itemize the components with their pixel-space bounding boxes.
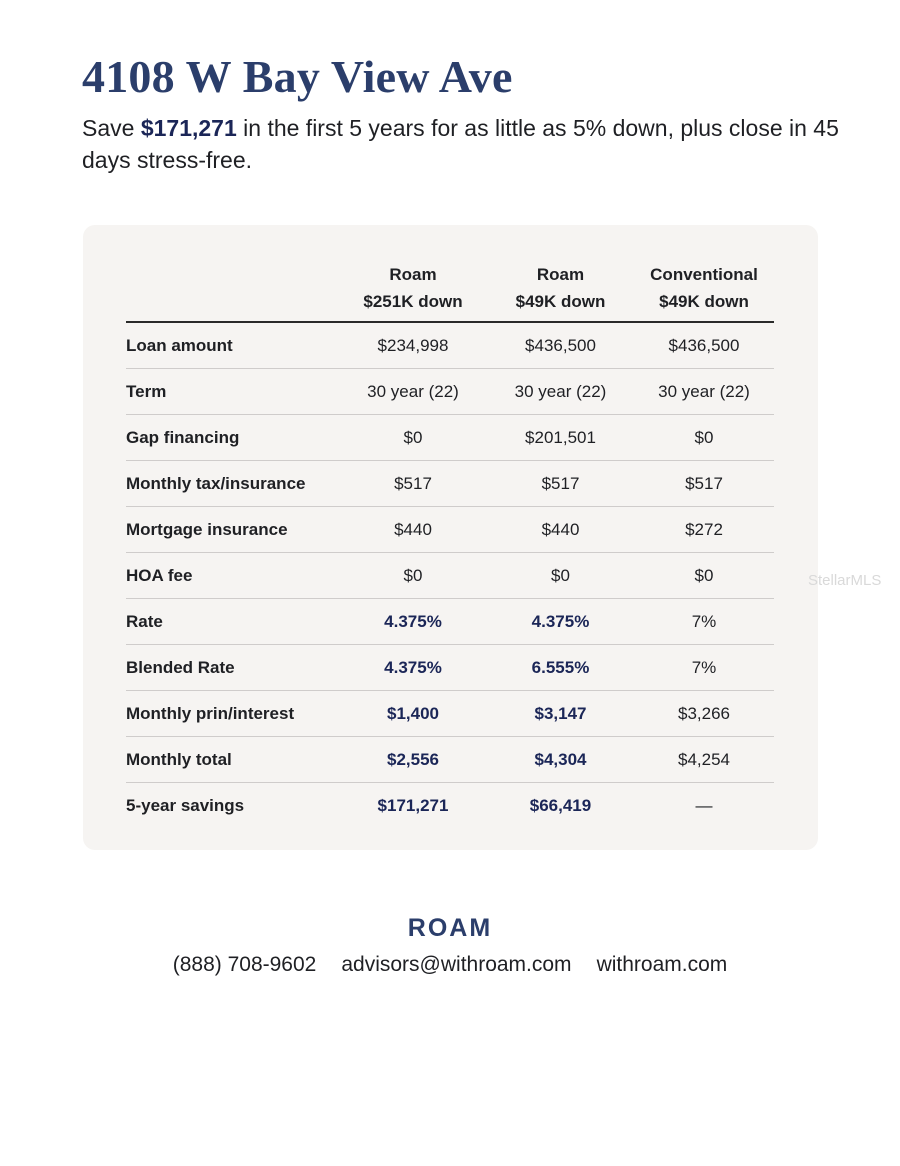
row-value: $2,556 (339, 737, 487, 783)
row-value: $517 (487, 461, 634, 507)
row-value: $436,500 (487, 322, 634, 369)
row-label: Gap financing (126, 415, 339, 461)
row-value: $0 (487, 553, 634, 599)
email-link[interactable]: advisors@withroam.com (341, 953, 572, 976)
comparison-table (126, 255, 774, 828)
row-value: 7% (634, 645, 774, 691)
row-value: $0 (634, 415, 774, 461)
row-value: 4.375% (339, 645, 487, 691)
page-title: 4108 W Bay View Ave (82, 51, 513, 102)
table-row (126, 322, 774, 369)
row-value: — (695, 795, 713, 815)
roam-logo: ROAM (407, 914, 493, 942)
savings-highlight: $171,271 (140, 115, 237, 141)
column-header: Conventional $49K down (634, 255, 774, 322)
table-row (126, 369, 774, 415)
row-value: $4,304 (487, 737, 634, 783)
row-label: Loan amount (126, 322, 339, 369)
table-row (126, 691, 774, 737)
row-value: $1,400 (339, 691, 487, 737)
comparison-card (83, 225, 818, 850)
subtitle-suffix: in the first 5 years for as little as 5% down, plus close in 45 days stress-free. (82, 115, 839, 173)
row-label: HOA fee (126, 553, 339, 599)
watermark: StellarMLS (808, 572, 882, 589)
row-value: $234,998 (339, 322, 487, 369)
row-label: Monthly prin/interest (126, 691, 339, 737)
row-label: Monthly total (126, 737, 339, 783)
row-value: 30 year (22) (634, 369, 774, 415)
table-body (126, 322, 774, 828)
contact-info (0, 953, 900, 977)
table-header-row (126, 255, 774, 322)
subtitle-prefix: Save (82, 115, 141, 141)
row-value: $3,266 (634, 691, 774, 737)
row-value: $3,147 (487, 691, 634, 737)
column-header: Roam $251K down (339, 255, 487, 322)
row-value: 7% (634, 599, 774, 645)
row-label: 5-year savings (126, 795, 245, 815)
row-value: $440 (339, 507, 487, 553)
header-label-cell (126, 255, 339, 322)
table-row (126, 645, 774, 691)
row-label: Monthly tax/insurance (126, 461, 339, 507)
table-row (126, 507, 774, 553)
row-value: $0 (634, 553, 774, 599)
website-link[interactable]: withroam.com (596, 953, 728, 976)
row-value: $517 (634, 461, 774, 507)
row-value: $201,501 (487, 415, 634, 461)
table-row (126, 415, 774, 461)
subtitle (82, 112, 842, 176)
phone-link[interactable]: (888) 708-9602 (172, 953, 317, 976)
row-value: $0 (339, 415, 487, 461)
table-row (126, 461, 774, 507)
row-value: $436,500 (634, 322, 774, 369)
row-value: $272 (634, 507, 774, 553)
table-row (126, 737, 774, 783)
row-value: 6.555% (487, 645, 634, 691)
table-row (126, 783, 774, 829)
row-value: 4.375% (339, 599, 487, 645)
row-value: $171,271 (377, 795, 449, 815)
row-value: $66,419 (529, 795, 592, 815)
row-value: $4,254 (634, 737, 774, 783)
row-value: $0 (339, 553, 487, 599)
column-header: Roam $49K down (487, 255, 634, 322)
table-row (126, 553, 774, 599)
row-label: Rate (126, 599, 339, 645)
row-label: Mortgage insurance (126, 507, 339, 553)
row-label: Term (126, 369, 339, 415)
row-value: $440 (487, 507, 634, 553)
row-label: Blended Rate (126, 645, 339, 691)
row-value: 4.375% (487, 599, 634, 645)
row-value: 30 year (22) (339, 369, 487, 415)
row-value: $517 (339, 461, 487, 507)
row-value: 30 year (22) (487, 369, 634, 415)
table-row (126, 599, 774, 645)
